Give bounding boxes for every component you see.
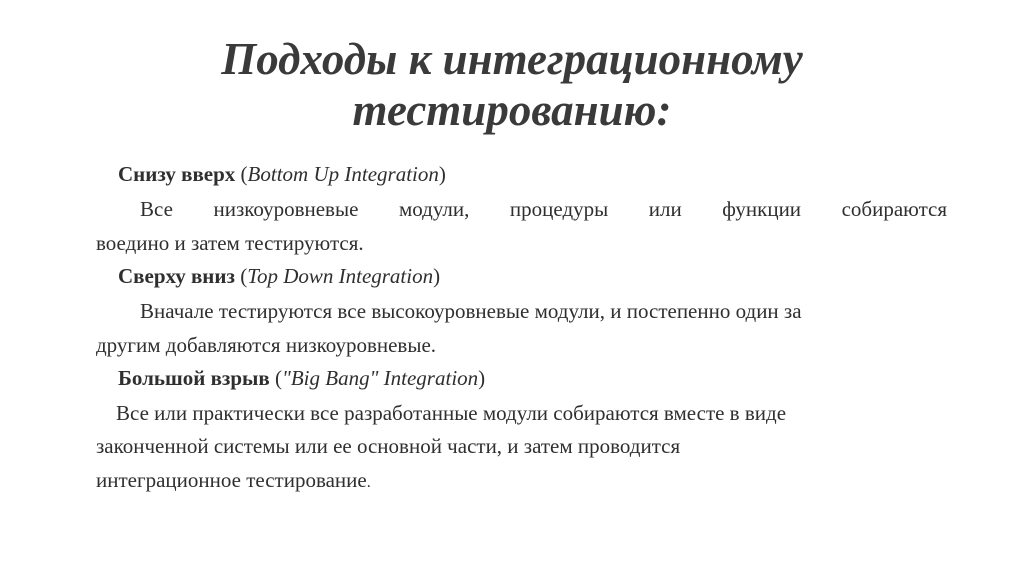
heading-english: "Big Bang" Integration <box>282 366 479 390</box>
big-bang-line-3-text: интеграционное тестирование <box>96 468 367 492</box>
section-heading-bottom-up <box>118 161 446 187</box>
section-text-big-bang-line-2: законченной системы или ее основной части, и затем проводится <box>96 434 681 458</box>
title-line-1: Подходы к интеграционному <box>221 34 803 84</box>
heading-english: Bottom Up Integration <box>247 162 439 186</box>
section-text-top-down-line-2: другим добавляются низкоуровневые. <box>96 333 437 357</box>
paren-close: ) <box>478 366 486 390</box>
section-heading-top-down <box>118 263 440 289</box>
section-heading-big-bang <box>118 365 485 391</box>
heading-english: Top Down Integration <box>247 264 434 288</box>
heading-text: Большой взрыв <box>118 366 270 390</box>
big-bang-end-period: . <box>366 474 371 491</box>
section-text-top-down-line-1: Вначале тестируются все высокоуровневые модули, и постепенно один за <box>140 299 802 323</box>
slide-title <box>0 34 1024 136</box>
section-text-bottom-up-line-2: воедино и затем тестируются. <box>96 231 364 255</box>
paren-open: ( <box>235 162 248 186</box>
paren-close: ) <box>438 162 446 186</box>
paren-open: ( <box>234 264 248 288</box>
section-text-big-bang-line-3 <box>96 467 371 496</box>
paren-open: ( <box>269 366 283 390</box>
paren-close: ) <box>433 264 441 288</box>
section-text-big-bang-line-1: Все или практически все разработанные модули собираются вместе в виде <box>116 401 787 425</box>
section-text-bottom-up-line-1: Все низкоуровневые модули, процедуры или функции собираются <box>140 197 947 221</box>
heading-text: Сверху вниз <box>118 264 235 288</box>
title-line-2: тестированию: <box>352 85 672 135</box>
heading-text: Снизу вверх <box>118 162 236 186</box>
